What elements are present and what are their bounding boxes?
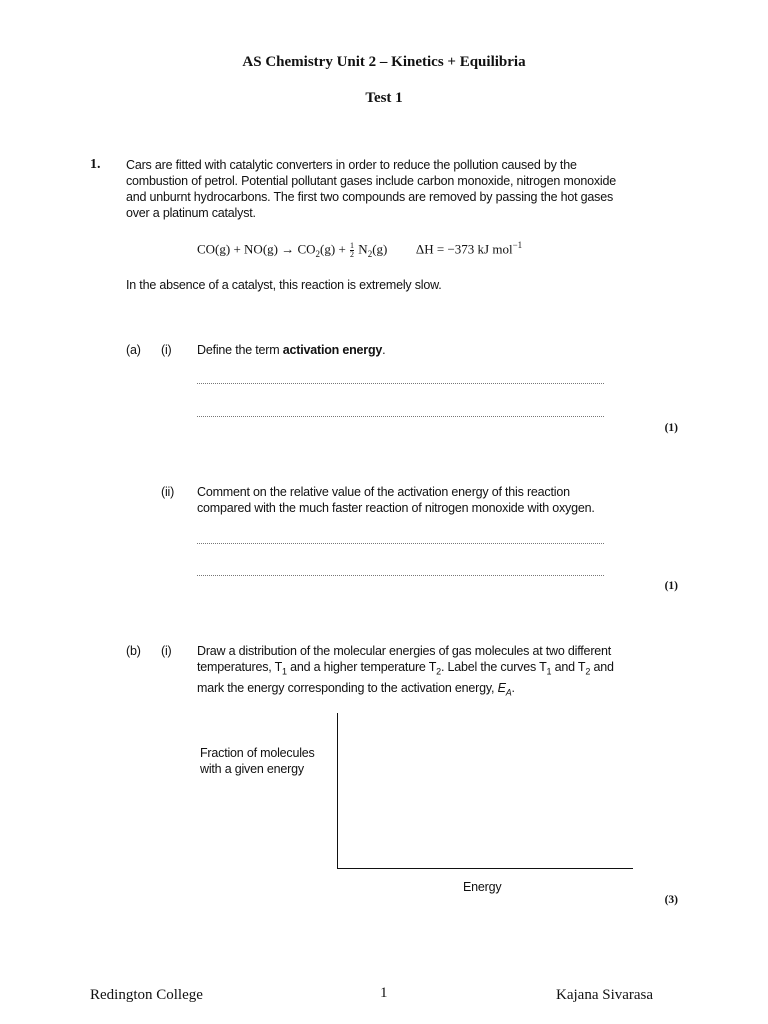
answer-line[interactable] <box>197 416 604 417</box>
question-line-1: Comment on the relative value of the activation energy of this reaction <box>197 485 570 499</box>
question-text: Define the term <box>197 343 283 357</box>
half-fraction <box>350 242 354 259</box>
answer-line[interactable] <box>197 383 604 384</box>
equation-n2-end: (g) <box>372 241 388 257</box>
marks-a-i: (1) <box>664 422 678 434</box>
intro-line-2: combustion of petrol. Potential pollutant gases include carbon monoxide, nitrogen monoxide <box>126 174 616 188</box>
part-b-label: (b) <box>126 644 141 658</box>
enthalpy-unit-exponent: −1 <box>512 240 523 250</box>
part-a-ii-label: (ii) <box>161 485 175 499</box>
question-line-2: temperatures, $T_1$ and a higher temperature $T_2$. Label the curves $T_1$ and $T_2$ and <box>197 660 614 677</box>
intro-line-3: and unburnt hydrocarbons. The first two compounds are removed by passing the hot gases <box>126 190 614 204</box>
question-intro <box>126 157 686 221</box>
question-line-1: Draw a distribution of the molecular energies of gas molecules at two different <box>197 644 612 658</box>
question-line-2: compared with the much faster reaction of nitrogen monoxide with oxygen. <box>197 501 595 515</box>
key-term: activation energy <box>282 343 383 357</box>
answer-line[interactable] <box>197 543 604 544</box>
y-axis-label <box>200 745 315 777</box>
y-axis-label-line-1: Fraction of molecules <box>200 746 315 760</box>
y-axis-label-line-2: with a given energy <box>200 762 304 776</box>
fraction-denominator: 2 <box>350 249 355 259</box>
question-text-end: . <box>382 343 386 357</box>
x-axis <box>337 868 633 869</box>
y-axis <box>337 713 338 869</box>
part-b-i-label: (i) <box>161 644 172 658</box>
reaction-equation <box>197 240 522 259</box>
marks-a-ii: (1) <box>664 580 678 592</box>
n2-subscript: 2 <box>367 248 373 259</box>
footer-author: Kajana Sivarasa <box>556 987 654 1003</box>
intro-line-1: Cars are fitted with catalytic converters in order to reduce the pollution caused by the <box>126 158 577 172</box>
part-a-label: (a) <box>126 343 141 357</box>
equation-after-co2: (g) + <box>320 241 350 257</box>
intro-line-4: over a platinum catalyst. <box>126 206 256 220</box>
equation-lhs: CO(g) + NO(g) → CO <box>197 241 316 257</box>
marks-b-i: (3) <box>664 894 678 906</box>
footer-school: Redington College <box>90 987 203 1003</box>
enthalpy-change: ΔH = −373 kJ mol <box>415 241 513 257</box>
page-title: AS Chemistry Unit 2 – Kinetics + Equilibria <box>242 54 526 70</box>
part-a-i-question <box>197 342 385 358</box>
equation-n2: N <box>355 241 368 257</box>
page-number: 1 <box>380 985 388 1001</box>
part-a-i-label: (i) <box>161 343 172 357</box>
co2-subscript: 2 <box>315 248 321 259</box>
part-b-i-question <box>197 643 657 700</box>
catalyst-statement: In the absence of a catalyst, this reaction is extremely slow. <box>126 278 442 292</box>
question-number: 1. <box>90 157 101 172</box>
question-line-3: mark the energy corresponding to the activation energy, $E_A$. <box>197 680 515 697</box>
fraction-numerator: 1 <box>350 240 355 250</box>
part-a-ii-question <box>197 484 595 516</box>
answer-line[interactable] <box>197 575 604 576</box>
x-axis-label: Energy <box>463 880 502 894</box>
test-number: Test 1 <box>365 90 403 106</box>
